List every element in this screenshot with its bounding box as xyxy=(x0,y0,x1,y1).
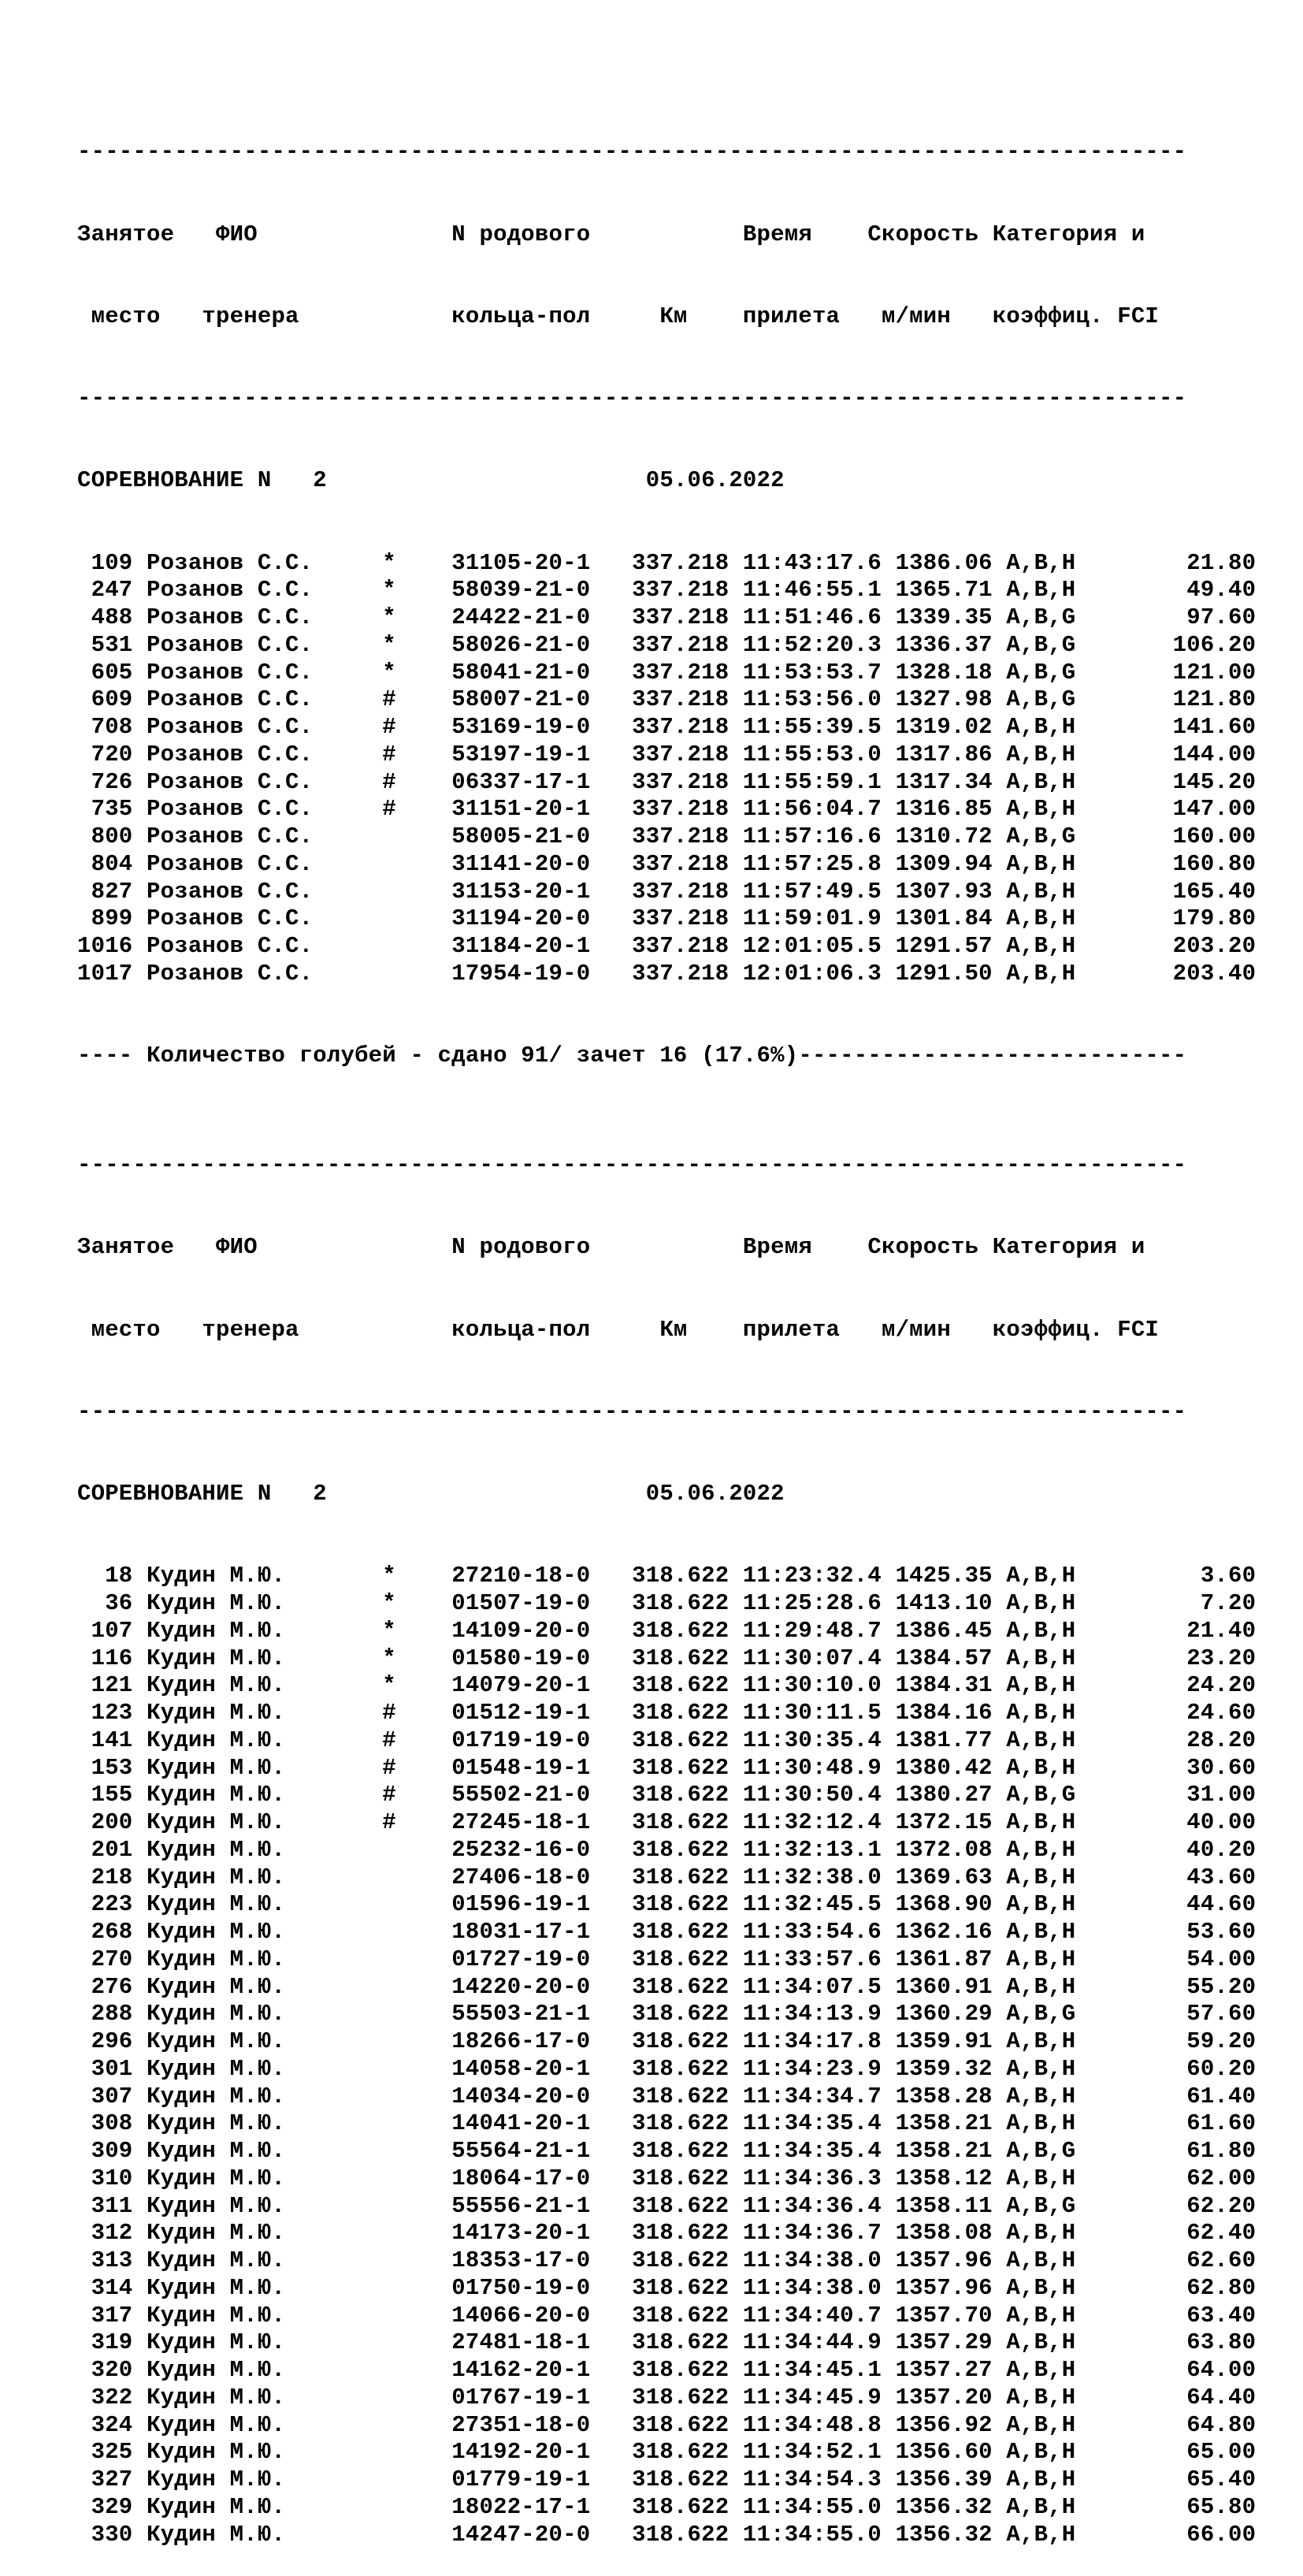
result-row: 313 Кудин М.Ю. 18353-17-0 318.622 11:34:38.0 1357.96 A,B,H 62.60 xyxy=(77,2247,1257,2273)
result-row: 800 Розанов С.С. 58005-21-0 337.218 11:57:16.6 1310.72 A,B,G 160.00 xyxy=(77,823,1257,849)
header-rule-top: -------------------------------------------------------------------------------- xyxy=(77,1152,1187,1178)
result-row: 200 Кудин М.Ю. # 27245-18-1 318.622 11:32:12.4 1372.15 A,B,H 40.00 xyxy=(77,1809,1257,1835)
section-title: СОРЕВНОВАНИЕ N 2 05.06.2022 xyxy=(77,467,785,494)
result-row: 329 Кудин М.Ю. 18022-17-1 318.622 11:34:55.0 1356.32 A,B,H 65.80 xyxy=(77,2493,1257,2520)
result-row: 314 Кудин М.Ю. 01750-19-0 318.622 11:34:38.0 1357.96 A,B,H 62.80 xyxy=(77,2274,1257,2301)
result-row: 735 Розанов С.С. # 31151-20-1 337.218 11:56:04.7 1316.85 A,B,H 147.00 xyxy=(77,796,1257,823)
result-row: 218 Кудин М.Ю. 27406-18-0 318.622 11:32:38.0 1369.63 A,B,H 43.60 xyxy=(77,1864,1257,1890)
results-table-1 xyxy=(77,550,1256,988)
result-row: 1017 Розанов С.С. 17954-19-0 337.218 12:01:06.3 1291.50 A,B,H 203.40 xyxy=(77,960,1257,987)
result-row: 531 Розанов С.С. * 58026-21-0 337.218 11:52:20.3 1336.37 A,B,G 106.20 xyxy=(77,631,1257,658)
result-row: 36 Кудин М.Ю. * 01507-19-0 318.622 11:25:28.6 1413.10 A,B,H 7.20 xyxy=(77,1590,1257,1616)
header-rule-bottom: -------------------------------------------------------------------------------- xyxy=(77,1398,1187,1425)
result-row: 488 Розанов С.С. * 24422-21-0 337.218 11:51:46.6 1339.35 A,B,G 97.60 xyxy=(77,604,1257,630)
result-row: 726 Розанов С.С. # 06337-17-1 337.218 11:55:59.1 1317.34 A,B,H 145.20 xyxy=(77,768,1257,795)
result-row: 827 Розанов С.С. 31153-20-1 337.218 11:57:49.5 1307.93 A,B,H 165.40 xyxy=(77,878,1257,905)
header-line-2: место тренера кольца-пол Км прилета м/мин коэффиц. FCI xyxy=(77,1316,1160,1343)
result-row: 327 Кудин М.Ю. 01779-19-1 318.622 11:34:54.3 1356.39 A,B,H 65.40 xyxy=(77,2466,1257,2492)
result-row: 301 Кудин М.Ю. 14058-20-1 318.622 11:34:23.9 1359.32 A,B,H 60.20 xyxy=(77,2055,1257,2082)
result-row: 223 Кудин М.Ю. 01596-19-1 318.622 11:32:45.5 1368.90 A,B,H 44.60 xyxy=(77,1891,1257,1918)
result-row: 270 Кудин М.Ю. 01727-19-0 318.622 11:33:57.6 1361.87 A,B,H 54.00 xyxy=(77,1946,1257,1972)
result-row: 247 Розанов С.С. * 58039-21-0 337.218 11:46:55.1 1365.71 A,B,H 49.40 xyxy=(77,577,1257,604)
result-row: 319 Кудин М.Ю. 27481-18-1 318.622 11:34:44.9 1357.29 A,B,H 63.80 xyxy=(77,2329,1257,2356)
header-line-2: место тренера кольца-пол Км прилета м/мин коэффиц. FCI xyxy=(77,303,1160,329)
result-row: 155 Кудин М.Ю. # 55502-21-0 318.622 11:30:50.4 1380.27 A,B,G 31.00 xyxy=(77,1782,1257,1808)
result-row: 276 Кудин М.Ю. 14220-20-0 318.622 11:34:07.5 1360.91 A,B,H 55.20 xyxy=(77,1973,1257,2000)
result-row: 317 Кудин М.Ю. 14066-20-0 318.622 11:34:40.7 1357.70 A,B,H 63.40 xyxy=(77,2302,1257,2329)
result-row: 107 Кудин М.Ю. * 14109-20-0 318.622 11:29:48.7 1386.45 A,B,H 21.40 xyxy=(77,1617,1257,1644)
result-row: 322 Кудин М.Ю. 01767-19-1 318.622 11:34:45.9 1357.20 A,B,H 64.40 xyxy=(77,2384,1257,2411)
result-row: 123 Кудин М.Ю. # 01512-19-1 318.622 11:30:11.5 1384.16 A,B,H 24.60 xyxy=(77,1700,1257,1726)
result-row: 720 Розанов С.С. # 53197-19-1 337.218 11:55:53.0 1317.86 A,B,H 144.00 xyxy=(77,741,1257,768)
result-row: 609 Розанов С.С. # 58007-21-0 337.218 11:53:56.0 1327.98 A,B,G 121.80 xyxy=(77,686,1257,713)
results-document xyxy=(77,57,1256,2576)
result-row: 605 Розанов С.С. * 58041-21-0 337.218 11:53:53.7 1328.18 A,B,G 121.00 xyxy=(77,659,1257,686)
result-row: 899 Розанов С.С. 31194-20-0 337.218 11:59:01.9 1301.84 A,B,H 179.80 xyxy=(77,905,1257,932)
result-row: 18 Кудин М.Ю. * 27210-18-0 318.622 11:23:32.4 1425.35 A,B,H 3.60 xyxy=(77,1563,1257,1589)
result-row: 308 Кудин М.Ю. 14041-20-1 318.622 11:34:35.4 1358.21 A,B,H 61.60 xyxy=(77,2110,1257,2137)
result-row: 201 Кудин М.Ю. 25232-16-0 318.622 11:32:13.1 1372.08 A,B,H 40.20 xyxy=(77,1836,1257,1863)
result-row: 320 Кудин М.Ю. 14162-20-1 318.622 11:34:45.1 1357.27 A,B,H 64.00 xyxy=(77,2357,1257,2383)
result-row: 310 Кудин М.Ю. 18064-17-0 318.622 11:34:36.3 1358.12 A,B,H 62.00 xyxy=(77,2165,1257,2191)
result-row: 109 Розанов С.С. * 31105-20-1 337.218 11:43:17.6 1386.06 A,B,H 21.80 xyxy=(77,549,1257,576)
result-row: 121 Кудин М.Ю. * 14079-20-1 318.622 11:30:10.0 1384.31 A,B,H 24.20 xyxy=(77,1672,1257,1699)
result-row: 296 Кудин М.Ю. 18266-17-0 318.622 11:34:17.8 1359.91 A,B,H 59.20 xyxy=(77,2028,1257,2054)
result-row: 312 Кудин М.Ю. 14173-20-1 318.622 11:34:36.7 1358.08 A,B,H 62.40 xyxy=(77,2220,1257,2247)
result-row: 307 Кудин М.Ю. 14034-20-0 318.622 11:34:34.7 1358.28 A,B,H 61.40 xyxy=(77,2083,1257,2109)
results-table-2 xyxy=(77,1563,1256,2548)
header-rule-bottom: -------------------------------------------------------------------------------- xyxy=(77,385,1187,411)
result-row: 116 Кудин М.Ю. * 01580-19-0 318.622 11:30:07.4 1384.57 A,B,H 23.20 xyxy=(77,1645,1257,1671)
header-rule-top: -------------------------------------------------------------------------------- xyxy=(77,139,1187,165)
result-row: 804 Розанов С.С. 31141-20-0 337.218 11:57:25.8 1309.94 A,B,H 160.80 xyxy=(77,850,1257,877)
result-row: 330 Кудин М.Ю. 14247-20-0 318.622 11:34:55.0 1356.32 A,B,H 66.00 xyxy=(77,2521,1257,2548)
result-row: 325 Кудин М.Ю. 14192-20-1 318.622 11:34:52.1 1356.60 A,B,H 65.00 xyxy=(77,2439,1257,2466)
result-row: 288 Кудин М.Ю. 55503-21-1 318.622 11:34:13.9 1360.29 A,B,G 57.60 xyxy=(77,2001,1257,2028)
result-row: 708 Розанов С.С. # 53169-19-0 337.218 11:55:39.5 1319.02 A,B,H 141.60 xyxy=(77,714,1257,740)
result-row: 1016 Розанов С.С. 31184-20-1 337.218 12:01:05.5 1291.57 A,B,H 203.20 xyxy=(77,933,1257,959)
header-line-1: Занятое ФИО N родового Время Скорость Категория и xyxy=(77,221,1145,247)
header-line-1: Занятое ФИО N родового Время Скорость Категория и xyxy=(77,1234,1145,1261)
result-row: 324 Кудин М.Ю. 27351-18-0 318.622 11:34:48.8 1356.92 A,B,H 64.80 xyxy=(77,2411,1257,2438)
section-title: СОРЕВНОВАНИЕ N 2 05.06.2022 xyxy=(77,1481,785,1507)
summary-line: ---- Количество голубей - сдано 91/ зачет 16 (17.6%)---------------------------- xyxy=(77,1043,1187,1069)
result-row: 268 Кудин М.Ю. 18031-17-1 318.622 11:33:54.6 1362.16 A,B,H 53.60 xyxy=(77,1919,1257,1945)
result-row: 311 Кудин М.Ю. 55556-21-1 318.622 11:34:36.4 1358.11 A,B,G 62.20 xyxy=(77,2192,1257,2219)
result-row: 309 Кудин М.Ю. 55564-21-1 318.622 11:34:35.4 1358.21 A,B,G 61.80 xyxy=(77,2138,1257,2164)
result-row: 141 Кудин М.Ю. # 01719-19-0 318.622 11:30:35.4 1381.77 A,B,H 28.20 xyxy=(77,1727,1257,1753)
result-row: 153 Кудин М.Ю. # 01548-19-1 318.622 11:30:48.9 1380.42 A,B,H 30.60 xyxy=(77,1754,1257,1781)
